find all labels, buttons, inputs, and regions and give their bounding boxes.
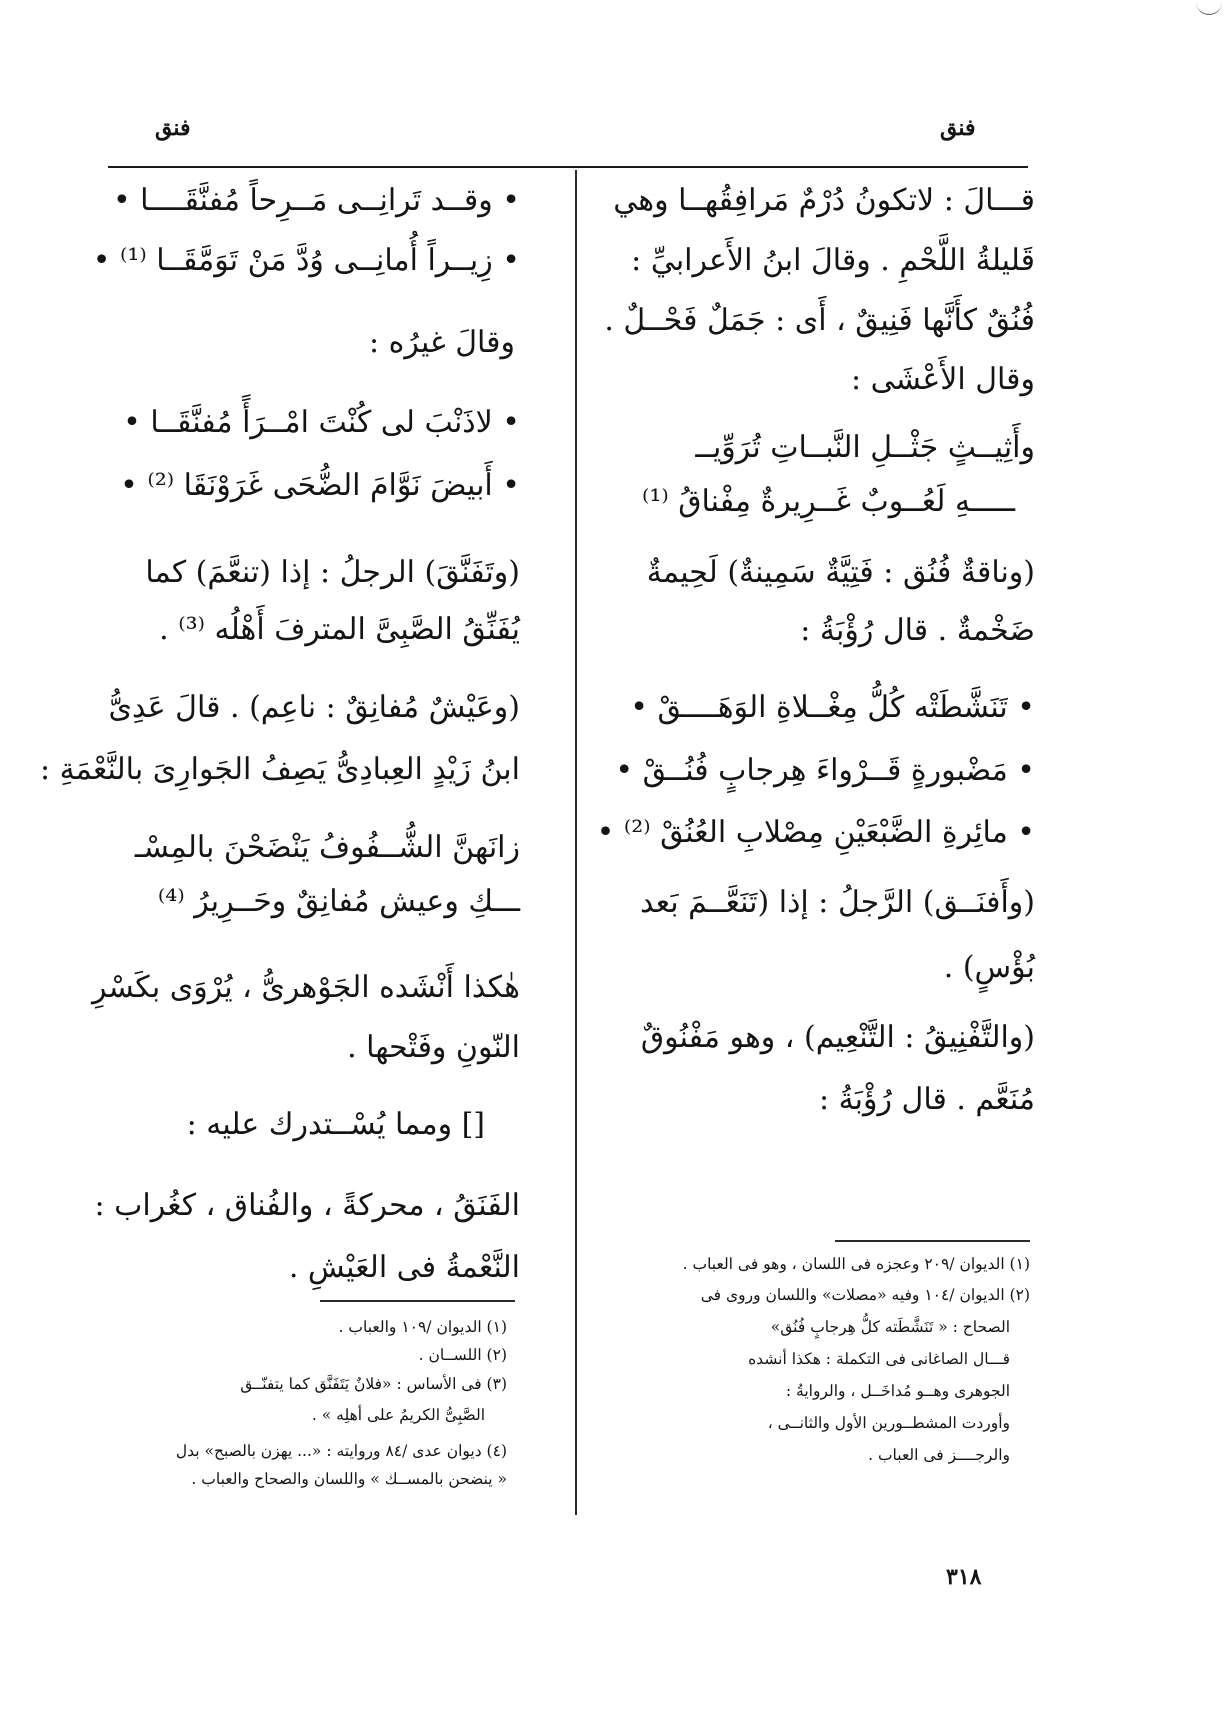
column-divider (575, 170, 577, 1515)
verse-line: • وقــد تَرانِــى مَــرِحاً مُفنَّقَــــا • (112, 183, 520, 218)
footnote-line: (٣) فى الأساس : «فلانٌ يَتَفَنَّق كما يتفنّــق (240, 1375, 507, 1393)
right-text-line: ضَخْمةٌ . قال رُؤْبَةُ : (800, 613, 1035, 648)
running-header-right: فنق (940, 115, 976, 141)
footnote-line: (٢) الديوان /١٠٤ وفيه «مصلات» واللسان وروى فى (700, 1286, 1030, 1304)
verse-hemistich: ـــكِ وعيش مُفانِقٌ وحَــرِيرُ ⁽⁴⁾ (157, 884, 520, 919)
left-text-line: ابنُ زَيْدٍ العِبادِىُّ يَصِفُ الجَوارِىَ بالنَّعْمَةِ : (39, 752, 520, 787)
footnote-line: « ينضحن بالمســك » واللسان والصحاح والعباب . (191, 1470, 507, 1488)
left-text-line: [] ومما يُسْــتدرك عليه : (186, 1107, 485, 1142)
rajaz-line: • مَضْبورةٍ قَــرْواءَ هِرجابٍ فُنُــقْ • (615, 753, 1035, 788)
left-text-line: وقالَ غيرُه : (369, 325, 515, 360)
right-text-line: قـــالَ : لاتكونُ دُرْمٌ مَرافِقُهــا وهي (613, 183, 1035, 218)
footnote-line: قـــال الصاغانى فى التكملة : هكذا أنشده (748, 1350, 1010, 1368)
right-text-line: (وناقةٌ فُنُق : فَتِيَّةٌ سَمِينةٌ) لَحِيمةٌ (646, 555, 1035, 590)
right-text-line: (وأَفنَــق) الرَّجلُ : إذا (تَنَعَّــمَ بَعد (639, 885, 1035, 920)
footnote-line: (١) الديوان /٢٠٩ وعجزه فى اللسان ، وهو فى العباب . (682, 1255, 1030, 1273)
left-text-line: النَّعْمةُ فى العَيْشِ . (288, 1250, 520, 1285)
right-text-line: فُنُقٌ كأَنَّها فَنِيقٌ ، أَى : جَمَلٌ فَحْــلٌ . (604, 303, 1035, 338)
left-text-line: (وعَيْشٌ مُفانِقٌ : ناعِم) . قالَ عَدِىُّ (108, 690, 520, 725)
scan-corner-mark (1196, 0, 1222, 15)
running-header-left: فنق (155, 115, 191, 141)
footnote-line: (٢) اللســان . (418, 1346, 507, 1364)
footnote-line: (١) الديوان /١٠٩ والعباب . (338, 1318, 507, 1336)
right-text-line: (والتَّفْنِيقُ : التَّنْعِيم) ، وهو مَفْنُوقٌ (640, 1020, 1035, 1055)
page-number: ٣١٨ (946, 1564, 982, 1590)
right-text-line: وقال الأَعْشَى : (850, 362, 1035, 397)
footnote-line: الصحاح : « تَنَشَّطَته كلُّ هِرجابٍ فُنُق» (770, 1318, 1010, 1336)
verse-hemistich: ـــــهِ لَعُــوبٌ غَــرِيرةٌ مِفْناقُ ⁽¹⁾ (641, 484, 1015, 519)
verse-line: • لاذَنْبَ لى كُنْتَ امْــرَأً مُفنَّقَــا • (123, 405, 520, 440)
footnote-line: الصَّبِىُّ الكريمُ على أهلِه » . (311, 1406, 485, 1424)
left-text-line: (وتَفَنَّقَ) الرجلُ : إذا (تنعَّمَ) كما (145, 555, 520, 590)
verse-hemistich: زانَهنَّ الشُّــفُوفُ يَنْضَحْنَ بالمِسْـ (134, 830, 520, 865)
rajaz-line: • تَنَشَّطَتْه كُلُّ مِغْــلاةِ الوَهَــــقْ • (630, 690, 1035, 725)
footnote-line: الجوهرى وهــو مُداخَــل ، والروايةُ : (785, 1382, 1010, 1400)
right-text-line: بُؤْسٍ) . (943, 950, 1035, 985)
footnote-rule (835, 1240, 1030, 1242)
footnote-line: (٤) ديوان عدى /٨٤ وروايته : «... يهزن بالصبح» بدل (175, 1442, 507, 1460)
verse-line: • أَبيضَ نَوَّامَ الضُّحَى غَرَوْنَقَا ⁽²⁾ • (120, 468, 520, 503)
left-text-line: النّونِ وفَتْحها . (347, 1030, 520, 1065)
left-text-line: يُفَنِّقُ الصَّبِىَّ المترفَ أَهْلُه ⁽³⁾ . (159, 612, 520, 647)
footnote-rule (320, 1300, 515, 1302)
left-text-line: هٰكذا أَنْشَده الجَوْهرىُّ ، يُرْوَى بكَسْرِ (91, 970, 520, 1005)
footnote-line: والرجــــز فى العباب . (868, 1446, 1010, 1464)
rajaz-line: • مائِرةِ الضَّبْعَيْنِ مِصْلابِ العُنُقْ ⁽²⁾ • (596, 815, 1035, 850)
footnote-line: وأوردت المشطــورين الأول والثانــى ، (767, 1414, 1010, 1432)
header-rule (108, 166, 1028, 168)
left-text-line: الفَنَقُ ، محركةً ، والفُناق ، كغُراب : (94, 1188, 520, 1223)
right-text-line: قَليلةُ اللَّحْمِ . وقالَ ابنُ الأَعرابيِّ : (631, 243, 1035, 278)
verse-line: • زِيــراً أُمانِــى وُدَّ مَنْ تَوَمَّقَــا ⁽¹⁾ • (92, 243, 520, 278)
right-text-line: مُنَعَّم . قال رُؤْبَةُ : (818, 1082, 1035, 1117)
verse-hemistich: وأَثِيــثٍ جَثْــلِ النَّبــاتِ تُرَوِّيــ (695, 430, 1035, 465)
